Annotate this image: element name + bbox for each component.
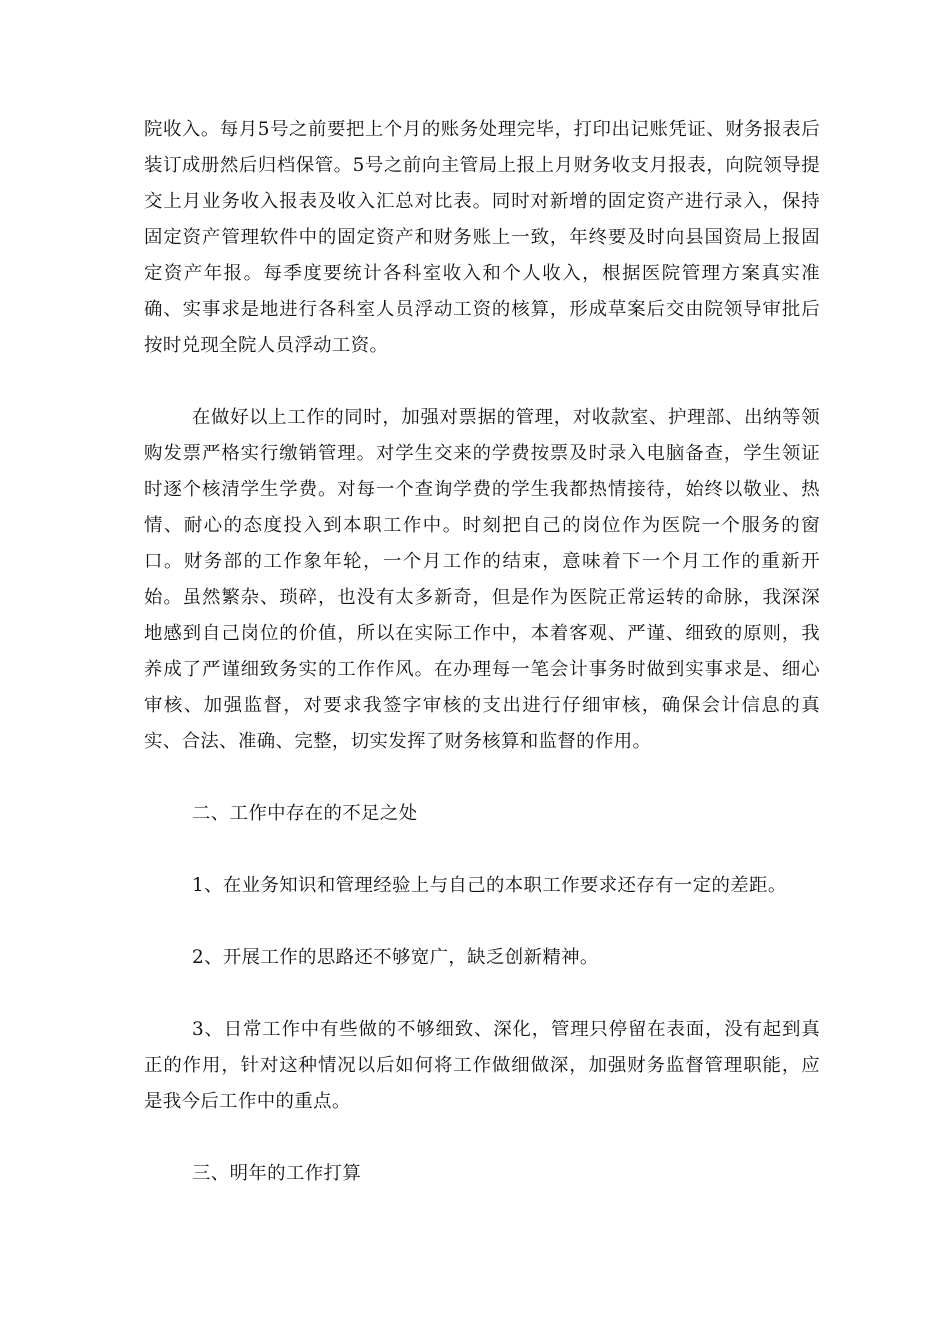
- list-item-shortcoming-1: 1、在业务知识和管理经验上与自己的本职工作要求还存有一定的差距。: [192, 875, 787, 896]
- paragraph-bill-management: 在做好以上工作的同时，加强对票据的管理，对收款室、护理部、出纳等领购发票严格实行缴销管理。对学生交来的学费按票及时录入电脑备查，学生领证时逐个核清学生学费。对每一个查询学费的学生我都热情接待，始终以敬业、热情、耐心的态度投入到本职工作中。时刻把自己的岗位作为医院一个服务的窗口。财务部的工作象年轮，一个月工作的结束，意味着下一个月工作的重新开始。虽然繁杂、琐碎，也没有太多新奇，但是作为医院正常运转的命脉，我深深地感到自己岗位的价值，所以在实际工作中，本着客观、严谨、细致的原则，我养成了严谨细致务实的工作作风。在办理每一笔会计事务时做到实事求是、细心审核、加强监督，对要求我签字审核的支出进行仔细审核，确保会计信息的真实、合法、准确、完整，切实发挥了财务核算和监督的作用。: [144, 407, 820, 752]
- paragraph-income-continuation: 院收入。每月5号之前要把上个月的账务处理完毕，打印出记账凭证、财务报表后装订成册然后归档保管。5号之前向主管局上报上月财务收支月报表，向院领导提交上月业务收入报表及收入汇总对比表。同时对新增的固定资产进行录入，保持固定资产管理软件中的固定资产和财务账上一致，年终要及时向县国资局上报固定资产年报。每季度要统计各科室收入和个人收入，根据医院管理方案真实准确、实事求是地进行各科室人员浮动工资的核算，形成草案后交由院领导审批后按时兑现全院人员浮动工资。: [144, 119, 820, 356]
- section-heading-next-year-plan: 三、明年的工作打算: [192, 1163, 362, 1184]
- list-item-shortcoming-2: 2、开展工作的思路还不够宽广，缺乏创新精神。: [192, 947, 599, 968]
- section-heading-shortcomings: 二、工作中存在的不足之处: [192, 803, 418, 824]
- list-item-shortcoming-3: 3、日常工作中有些做的不够细致、深化，管理只停留在表面，没有起到真正的作用，针对这种情况以后如何将工作做细做深，加强财务监督管理职能，应是我今后工作中的重点。: [144, 1019, 820, 1112]
